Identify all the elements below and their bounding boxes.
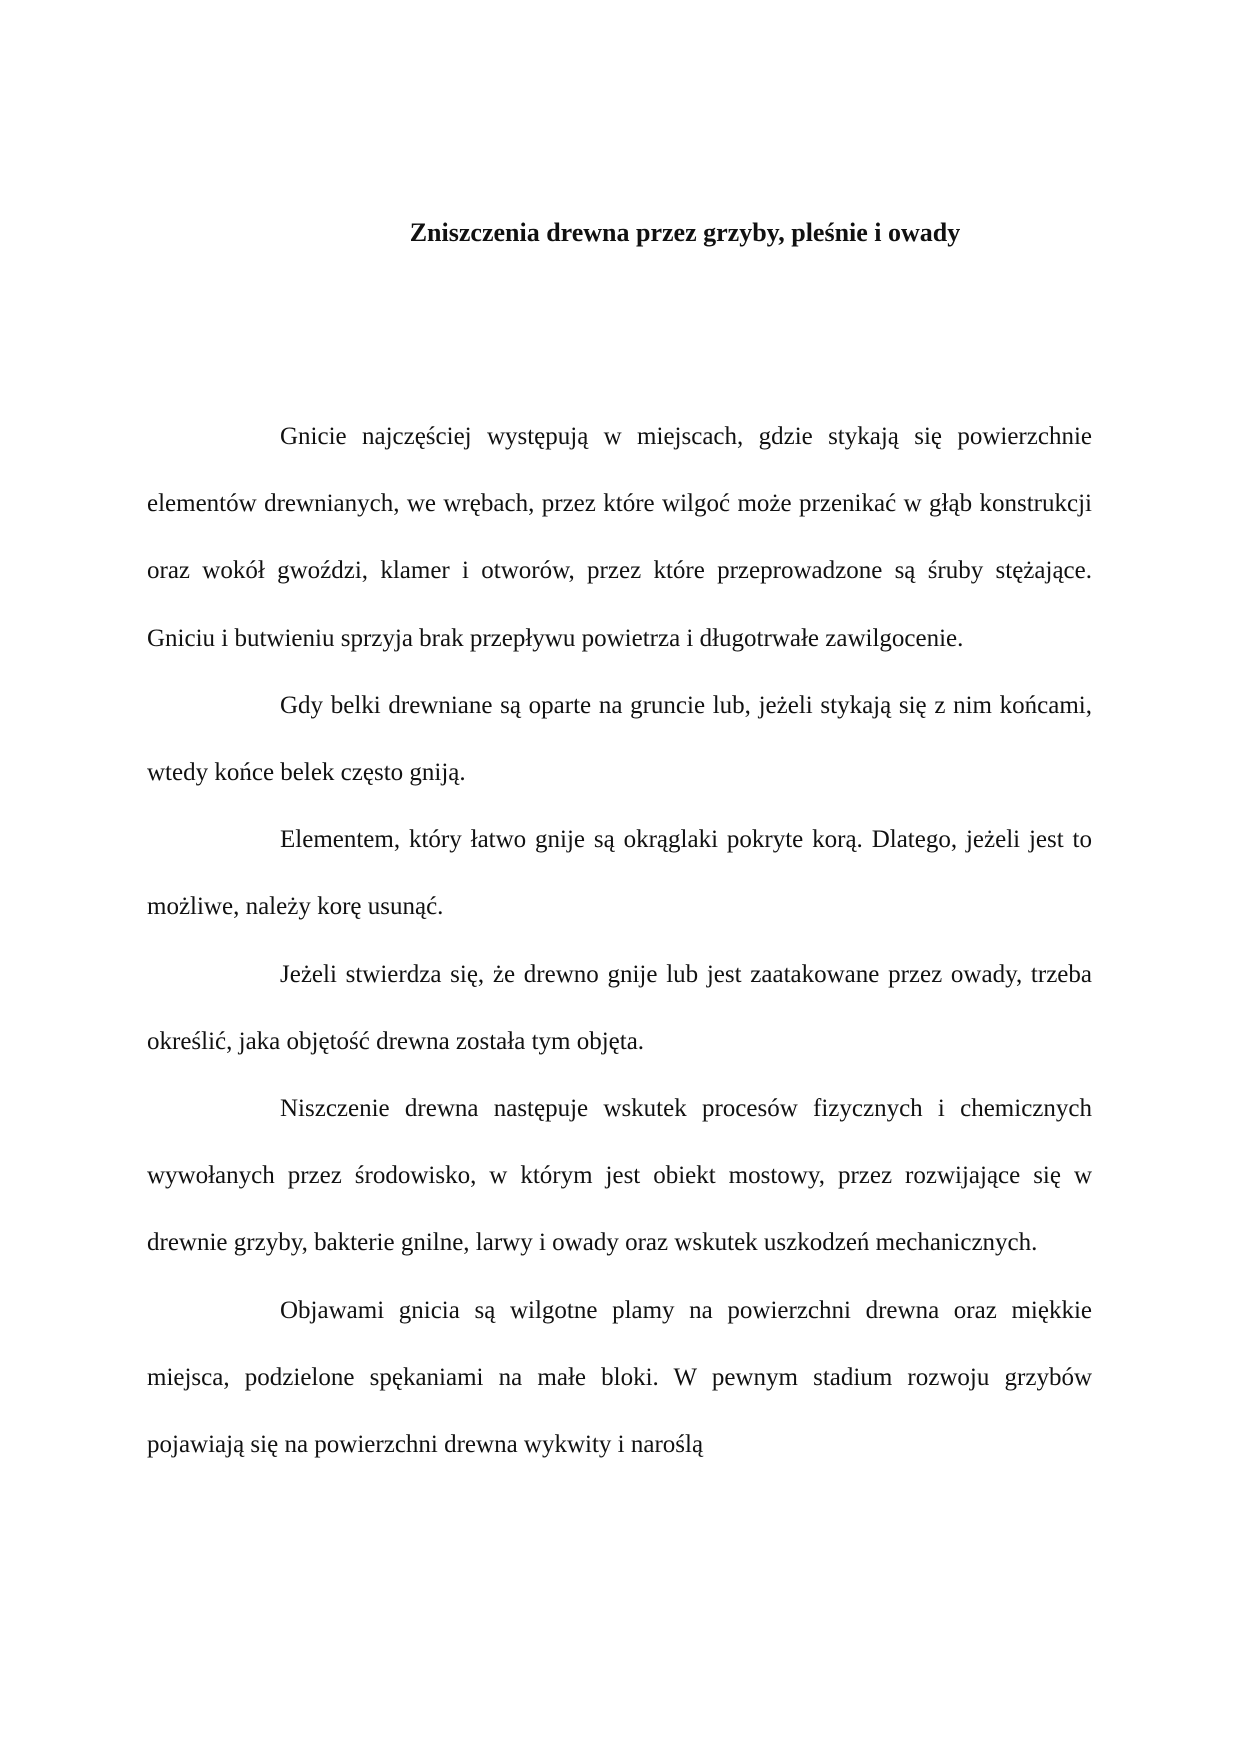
paragraph-5: Niszczenie drewna następuje wskutek procesów fizycznych i chemicznych wywołanych przez środowisko, w którym jest obiekt mostowy, przez rozwijające się w drewnie grzyby, bakterie gnilne, larwy i owady oraz wskutek uszkodzeń mechanicznych. bbox=[147, 1095, 1092, 1257]
paragraph-6: Objawami gnicia są wilgotne plamy na powierzchni drewna oraz miękkie miejsca, podzielone spękaniami na małe bloki. W pewnym stadium rozwoju grzybów pojawiają się na powierzchni drewna wykwity i naroślą bbox=[147, 1296, 1092, 1459]
paragraph-2: Gdy belki drewniane są oparte na gruncie lub, jeżeli stykają się z nim końcami, wtedy końce belek często gniją. bbox=[147, 691, 1092, 787]
document-title: Zniszczenia drewna przez grzyby, pleśnie i owady bbox=[409, 218, 961, 247]
paragraph-4: Jeżeli stwierdza się, że drewno gnije lub jest zaatakowane przez owady, trzeba określić, jaka objętość drewna została tym objęta. bbox=[147, 960, 1092, 1055]
document-body bbox=[147, 403, 1092, 1478]
paragraph-3: Elementem, który łatwo gnije są okrąglaki pokryte korą. Dlatego, jeżeli jest to możliwe, należy korę usunąć. bbox=[147, 826, 1092, 921]
paragraph-1: Gnicie najczęściej występują w miejscach, gdzie stykają się powierzchnie elementów drewnianych, we wrębach, przez które wilgoć może przenikać w głąb konstrukcji oraz wokół gwoździ, klamer i otworów, przez które przeprowadzone są śruby stężające. Gniciu i butwieniu sprzyja brak przepływu powietrza i długotrwałe zawilgocenie. bbox=[147, 423, 1092, 652]
